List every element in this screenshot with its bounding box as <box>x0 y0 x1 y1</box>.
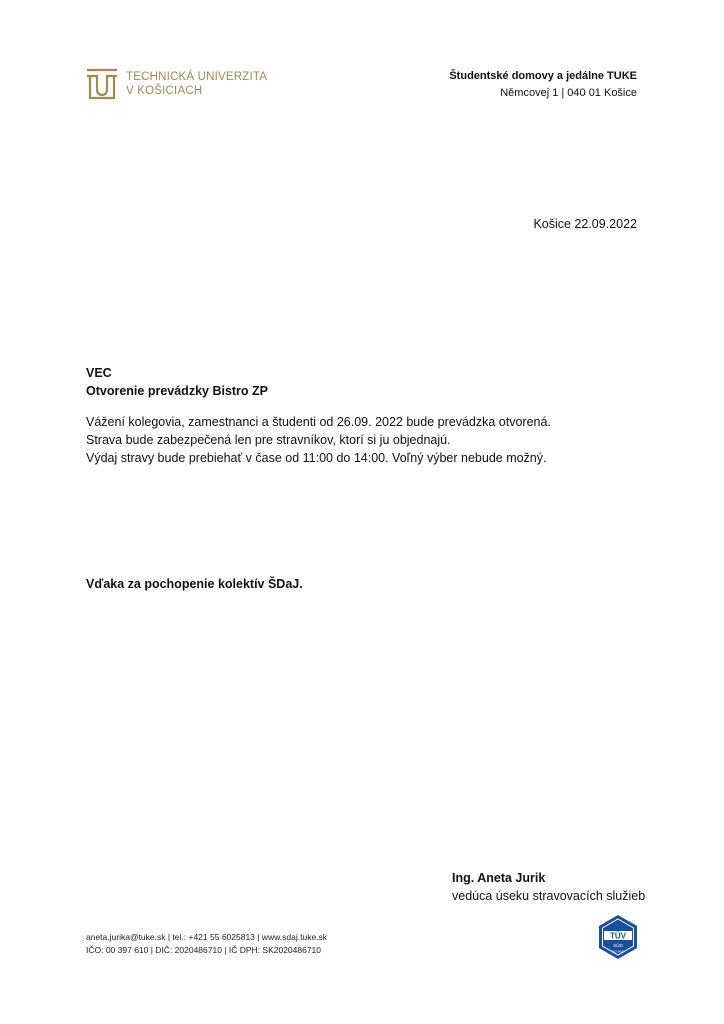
closing-line: Vďaka za pochopenie kolektív ŠDaJ. <box>86 577 303 591</box>
footer-contact-line: aneta.jurika@tuke.sk | tel.: +421 55 6025813 | www.sdaj.tuke.sk <box>86 932 328 942</box>
organization-header <box>449 68 637 102</box>
university-name-line2: V KOŠICIACH <box>126 85 203 97</box>
signature-block <box>452 869 645 905</box>
signatory-name: Ing. Aneta Jurik <box>452 871 546 885</box>
signatory-role: vedúca úseku stravovacích služieb <box>452 889 646 903</box>
footer-company-ids: IČO: 00 397 610 | DIČ: 2020486710 | IČ DPH: SK2020486710 <box>86 945 322 955</box>
subject-label: VEC <box>86 366 112 380</box>
subject-title: Otvorenie prevádzky Bistro ZP <box>86 384 269 398</box>
document-date: Košice 22.09.2022 <box>533 217 637 231</box>
university-name-line1: TECHNICKÁ UNIVERZITA <box>126 71 268 83</box>
tuke-logo-icon <box>86 68 118 100</box>
svg-text:ISO 9001: ISO 9001 <box>611 949 625 954</box>
university-logo <box>86 68 276 102</box>
university-name <box>126 70 267 98</box>
subject-block <box>86 364 268 400</box>
organization-name: Študentské domovy a jedálne TUKE <box>449 70 637 82</box>
body-paragraph-line: Vážení kolegovia, zamestnanci a študenti od 26.09. 2022 bude prevádzka otvorená. <box>86 415 551 429</box>
letter-body <box>86 413 646 467</box>
svg-text:SÜD: SÜD <box>613 943 623 948</box>
body-paragraph-line: Strava bude zabezpečená len pre stravníkov, ktorí si ju objednajú. <box>86 433 451 447</box>
organization-address: Němcovej 1 | 040 01 Košice <box>500 87 637 99</box>
tuv-sud-seal-icon <box>596 914 640 960</box>
svg-text:TÜV: TÜV <box>610 931 626 941</box>
body-paragraph-line: Výdaj stravy bude prebiehať v čase od 11:00 do 14:00. Voľný výber nebude možný. <box>86 451 547 465</box>
footer-contact <box>86 931 327 957</box>
